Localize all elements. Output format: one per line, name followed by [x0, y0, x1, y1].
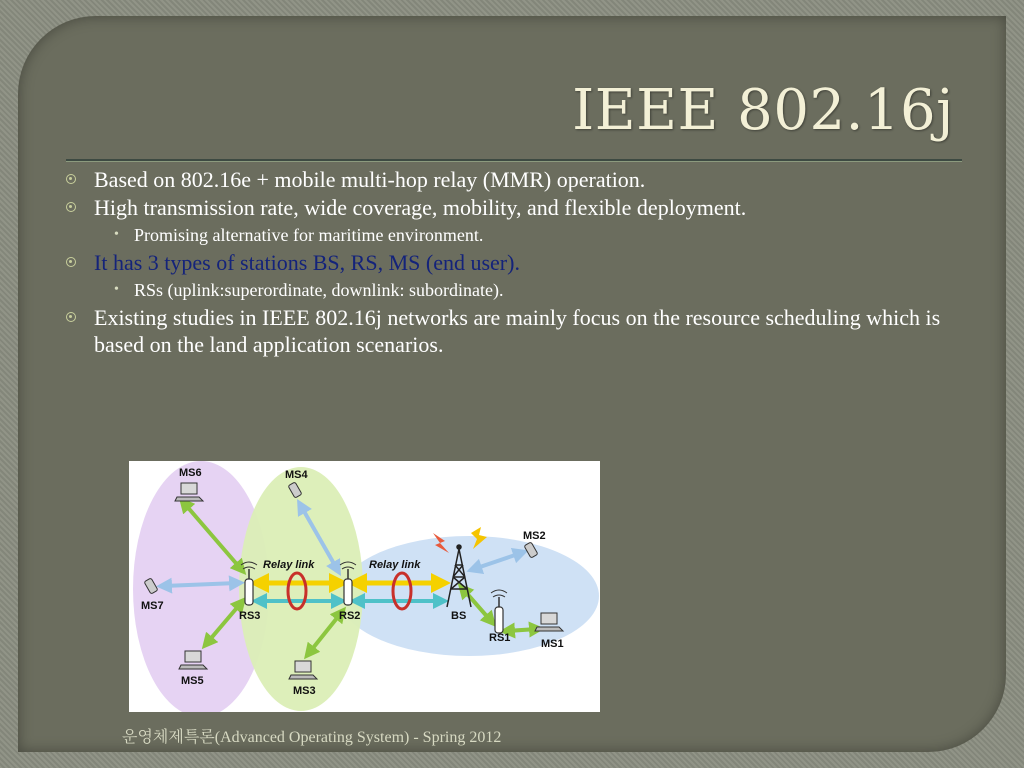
label-ms5: MS5: [181, 675, 204, 687]
label-ms7: MS7: [141, 600, 164, 612]
label-ms6: MS6: [179, 467, 202, 479]
bullet-item: [62, 194, 962, 221]
bullet-item: [62, 166, 962, 193]
label-ms3: MS3: [293, 685, 316, 697]
bullet-marker-icon: [66, 312, 76, 322]
network-diagram: [129, 461, 600, 712]
label-rs3: RS3: [239, 610, 261, 622]
label-rs2: RS2: [339, 610, 361, 622]
bullet-text: Existing studies in IEEE 802.16j networks are mainly focus on the resource scheduling which is based on the land application scenarios.: [94, 305, 941, 357]
bullet-item: [62, 304, 962, 358]
bullet-text: Based on 802.16e + mobile multi-hop relay (MMR) operation.: [94, 167, 646, 192]
bullet-marker-icon: [66, 257, 76, 267]
bullet-text: It has 3 types of stations BS, RS, MS (end user).: [94, 250, 520, 275]
label-bs: BS: [451, 610, 467, 622]
network-diagram-svg: [129, 461, 600, 712]
slide-footer: 운영체제특론(Advanced Operating System) - Spring 2012: [122, 729, 502, 746]
label-rs1: RS1: [489, 632, 511, 644]
sub-bullet-text: RSs (uplink:superordinate, downlink: subordinate).: [134, 280, 504, 300]
bullet-text: High transmission rate, wide coverage, mobility, and flexible deployment.: [94, 195, 747, 220]
slide-title: IEEE 802.16j: [572, 78, 954, 143]
bullet-list: [62, 166, 962, 359]
sub-bullet-text: Promising alternative for maritime environment.: [134, 225, 484, 245]
sub-bullet-item: [62, 223, 962, 247]
link-arrow: [507, 629, 537, 631]
label-relay-link-1: Relay link: [263, 559, 315, 571]
bullet-marker-icon: [66, 174, 76, 184]
bullet-item-highlight: [62, 249, 962, 276]
bullet-marker-icon: [66, 202, 76, 212]
sub-bullet-item: [62, 278, 962, 302]
label-ms2: MS2: [523, 530, 546, 542]
sub-bullet-dot-icon: •: [114, 282, 119, 297]
label-relay-link-2: Relay link: [369, 559, 421, 571]
sub-bullet-dot-icon: •: [114, 227, 119, 242]
label-ms1: MS1: [541, 638, 564, 650]
title-divider: [66, 159, 962, 162]
label-ms4: MS4: [285, 469, 308, 481]
